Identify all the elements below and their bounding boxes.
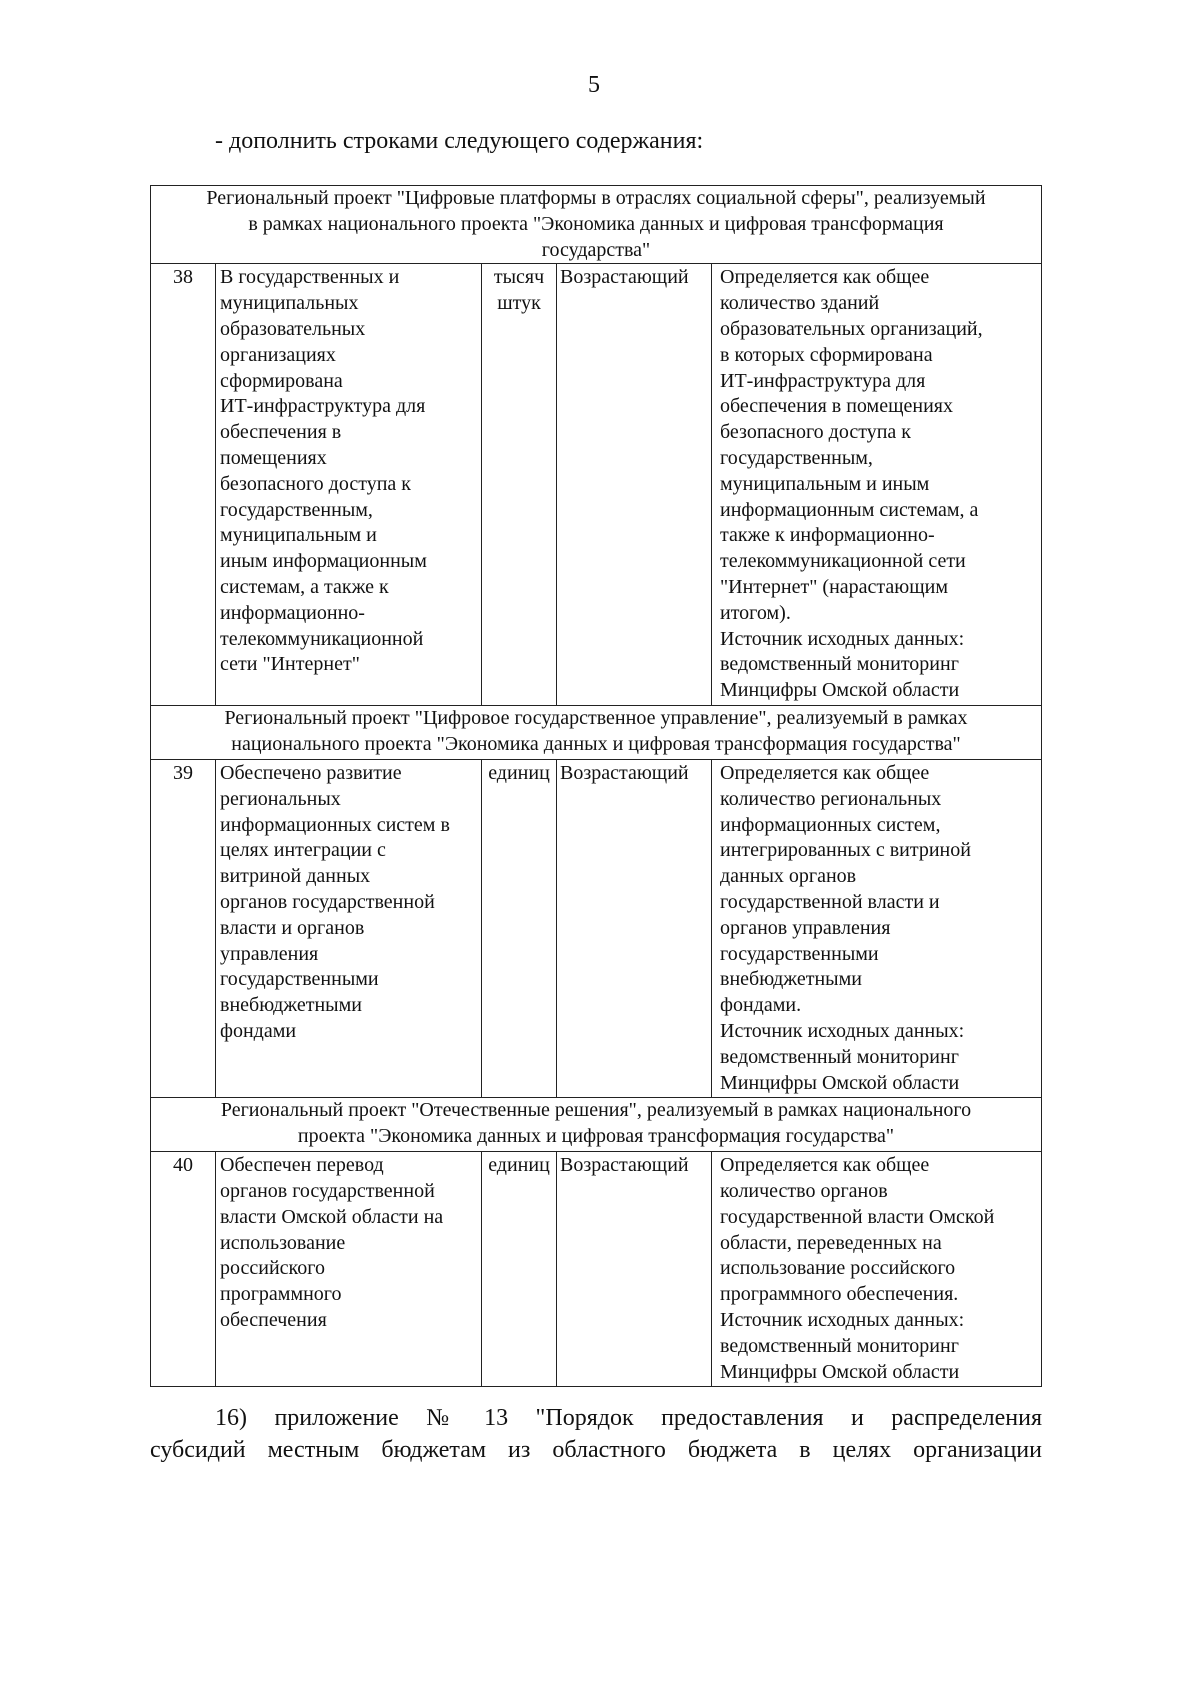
project-header: Региональный проект "Цифровое государственное управление", реализуемый в рамках национального проекта "Экономика данных и цифровая трансформация государства" — [151, 705, 1042, 759]
table-row — [151, 264, 1042, 706]
indicator-number: 39 — [151, 759, 216, 1097]
indicator-description: Определяется как общее количество зданий образовательных организаций, в которых сформирована ИТ-инфраструктура для обеспечения в помещениях безопасного доступа к государственным, муниципальным и иным информационным системам, а также к информационно- телекоммуникационной сети "Интернет" (нарастающим итогом). Источник исходных данных: ведомственный мониторинг Минцифры Омской области — [712, 264, 1042, 706]
intro-text: - дополнить строками следующего содержания: — [215, 128, 704, 154]
indicator-unit: единиц — [482, 1152, 557, 1387]
indicator-dynamics: Возрастающий — [557, 759, 712, 1097]
indicator-name: В государственных и муниципальных образовательных организациях сформирована ИТ-инфраструктура для обеспечения в помещениях безопасного доступа к государственным, муниципальным и иным информационным системам, а также к информационно- телекоммуникационной сети "Интернет" — [216, 264, 482, 706]
indicator-unit: тысяч штук — [482, 264, 557, 706]
indicator-unit: единиц — [482, 759, 557, 1097]
project-header: Региональный проект "Отечественные решения", реализуемый в рамках национального проекта "Экономика данных и цифровая трансформация государства" — [151, 1098, 1042, 1152]
indicator-dynamics: Возрастающий — [557, 264, 712, 706]
page-number: 5 — [588, 72, 600, 98]
amendment-paragraph — [150, 1402, 1042, 1466]
indicator-description: Определяется как общее количество региональных информационных систем, интегрированных с витриной данных органов государственной власти и органов управления государственными внебюджетными фондами. Источник исходных данных: ведомственный мониторинг Минцифры Омской области — [712, 759, 1042, 1097]
indicator-dynamics: Возрастающий — [557, 1152, 712, 1387]
indicator-description: Определяется как общее количество органов государственной власти Омской области, переведенных на использование российского программного обеспечения. Источник исходных данных: ведомственный мониторинг Минцифры Омской области — [712, 1152, 1042, 1387]
table-row — [151, 1152, 1042, 1387]
indicator-number: 38 — [151, 264, 216, 706]
indicators-table — [150, 185, 1042, 1387]
indicator-name: Обеспечен перевод органов государственной власти Омской области на использование российского программного обеспечения — [216, 1152, 482, 1387]
paragraph-line: 16) приложение № 13 "Порядок предоставления и распределения — [215, 1405, 1042, 1431]
project-header: Региональный проект "Цифровые платформы в отраслях социальной сферы", реализуемый в рамках национального проекта "Экономика данных и цифровая трансформация государства" — [151, 186, 1042, 264]
table-row — [151, 759, 1042, 1097]
indicator-name: Обеспечено развитие региональных информационных систем в целях интеграции с витриной данных органов государственной власти и органов управления государственными внебюджетными фондами — [216, 759, 482, 1097]
indicator-number: 40 — [151, 1152, 216, 1387]
paragraph-line: субсидий местным бюджетам из областного бюджета в целях организации — [150, 1437, 1042, 1463]
